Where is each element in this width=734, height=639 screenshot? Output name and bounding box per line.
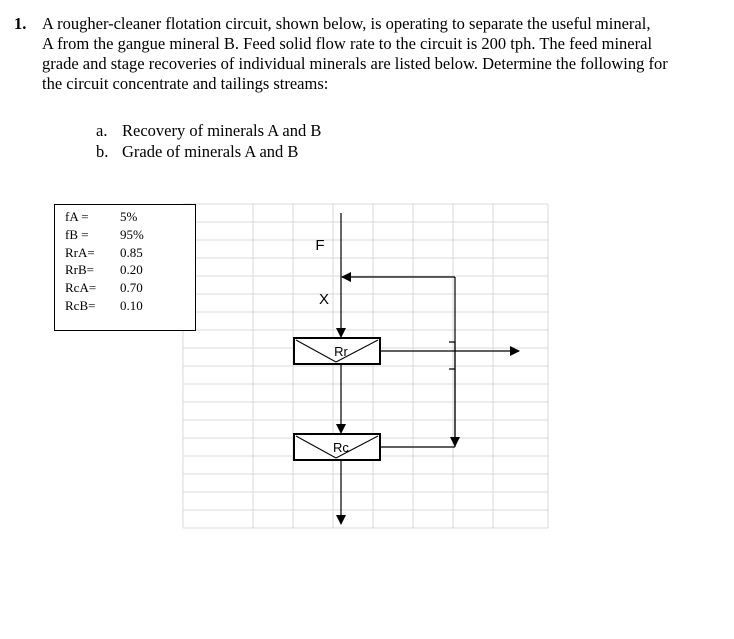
param-key: RrB= [65, 262, 95, 277]
param-value: 0.20 [120, 262, 143, 277]
parameters-table [54, 204, 196, 331]
param-key: fA = [65, 209, 89, 224]
param-value: 5% [120, 209, 138, 224]
question-number: 1. [14, 14, 27, 33]
param-row [65, 262, 143, 278]
param-key: RcA= [65, 280, 97, 295]
param-key: fB = [65, 227, 89, 242]
param-value: 95% [120, 227, 144, 242]
param-row [65, 245, 143, 261]
param-key: RcB= [65, 298, 96, 313]
param-row [65, 298, 143, 314]
cleaner-cell [294, 434, 380, 460]
cleaner-label: Rc [333, 440, 349, 455]
param-value: 0.10 [120, 298, 143, 313]
feed-label: F [315, 237, 325, 254]
rougher-conc-bracket [449, 342, 455, 369]
param-row [65, 227, 144, 243]
task-label: b. [96, 142, 109, 161]
param-value: 0.70 [120, 280, 143, 295]
task-text: Grade of minerals A and B [122, 142, 299, 161]
task-text: Recovery of minerals A and B [122, 121, 322, 140]
task-label: a. [96, 121, 108, 140]
param-row [65, 209, 137, 225]
param-row [65, 280, 143, 296]
param-key: RrA= [65, 245, 95, 260]
question-line: A from the gangue mineral B. Feed solid flow rate to the circuit is 200 tph. The feed mineral [42, 34, 653, 53]
rougher-cell [294, 338, 380, 364]
recycle-label: X [318, 291, 330, 308]
question-line: A rougher-cleaner flotation circuit, shown below, is operating to separate the useful mineral, [42, 14, 651, 33]
question-line: grade and stage recoveries of individual minerals are listed below. Determine the following for [42, 54, 668, 73]
question-line: the circuit concentrate and tailings streams: [42, 74, 329, 93]
rougher-label: Rr [334, 344, 348, 359]
spreadsheet-grid [183, 204, 548, 528]
param-value: 0.85 [120, 245, 143, 260]
